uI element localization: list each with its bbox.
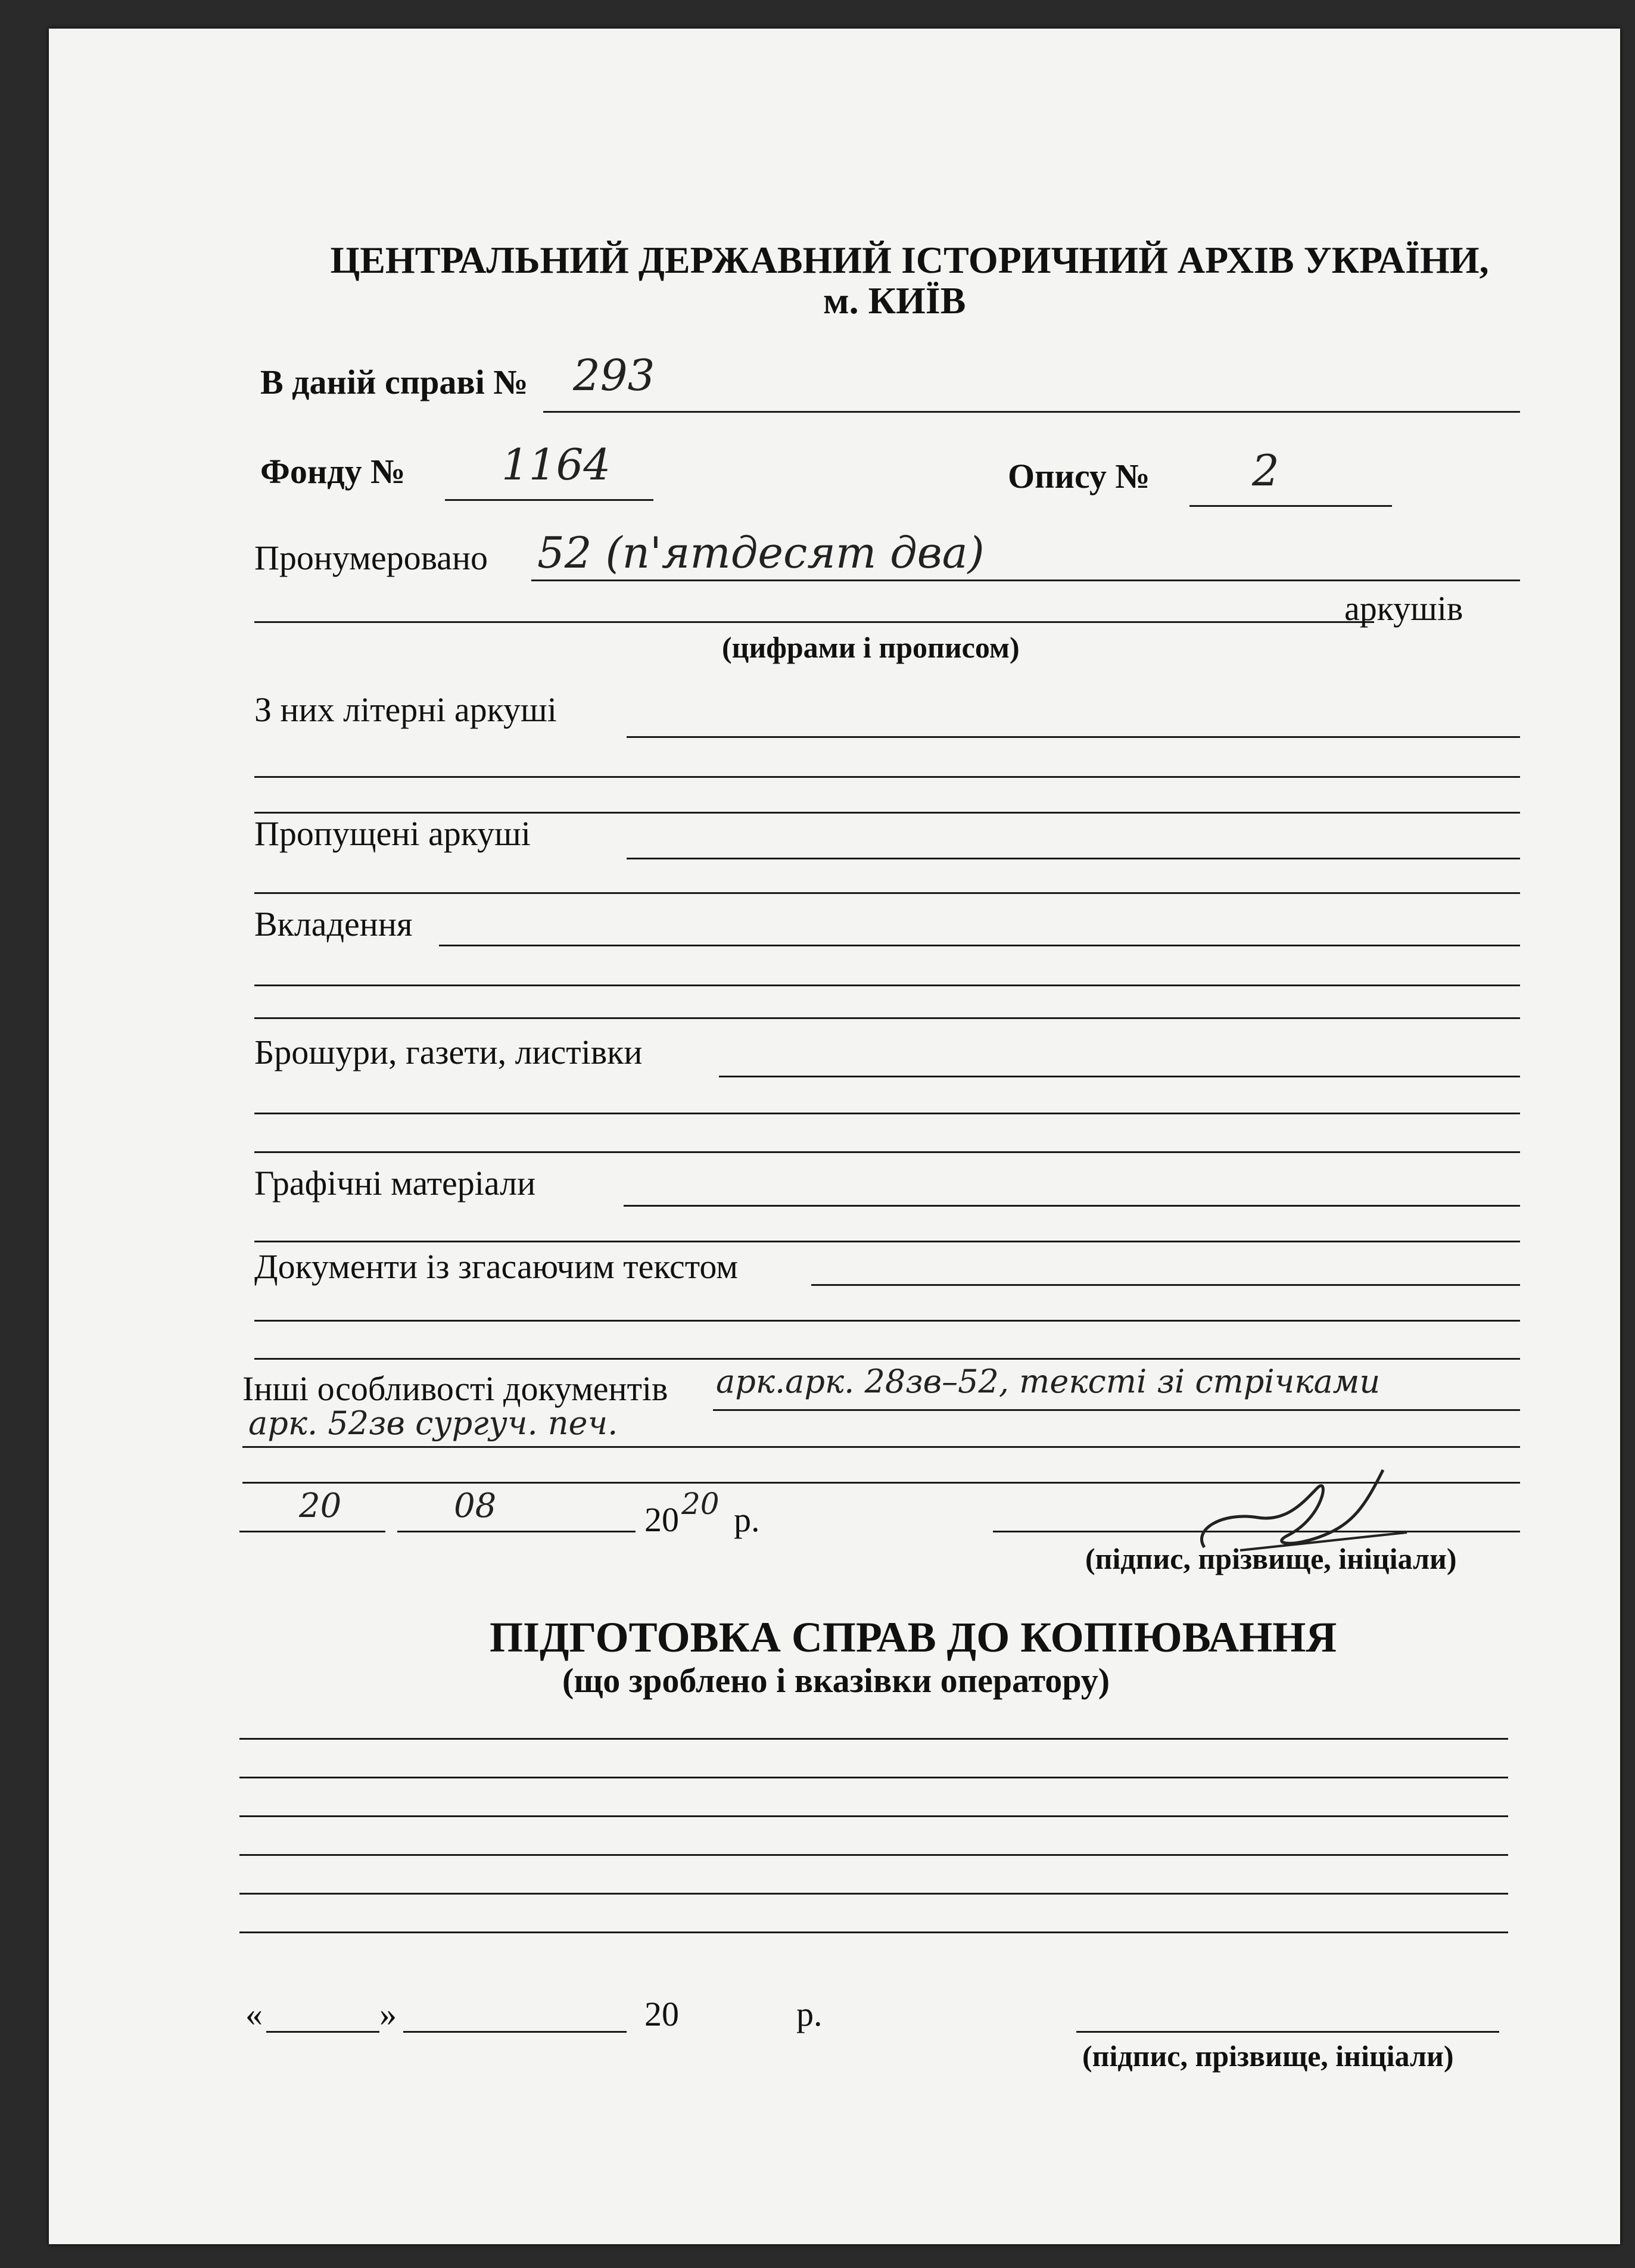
section2-subtitle: (що зроблено і вказівки оператору) [562, 1661, 1110, 1700]
section2-title: ПІДГОТОВКА СПРАВ ДО КОПІЮВАННЯ [490, 1613, 1337, 1661]
attachments-line-3 [254, 1017, 1520, 1019]
date2-sig-line[interactable] [1076, 2031, 1499, 2033]
ops-line-5 [239, 1893, 1508, 1895]
date2-day-line[interactable] [266, 2031, 379, 2033]
date1-day[interactable]: 20 [299, 1487, 342, 1525]
date1-year-suffix[interactable]: 20 [681, 1487, 720, 1521]
sheets-unit: аркушів [1344, 589, 1463, 628]
archive-title: ЦЕНТРАЛЬНИЙ ДЕРЖАВНИЙ ІСТОРИЧНИЙ АРХІВ УКРАЇНИ, [330, 239, 1489, 281]
case-number-label: В даній справі № [260, 363, 528, 401]
numbered-label: Пронумеровано [254, 538, 488, 577]
date2-sig-caption: (підпис, прізвище, ініціали) [1082, 2039, 1454, 2073]
fading-docs-label: Документи із згасаючим текстом [254, 1247, 738, 1286]
form-page [49, 29, 1620, 2244]
ops-line-4 [239, 1854, 1508, 1856]
missing-line-1 [627, 858, 1520, 859]
date1-year-prefix: 20 [644, 1500, 679, 1539]
other-features-label: Інші особливості документів [242, 1369, 668, 1408]
case-number-line [543, 411, 1520, 413]
fond-label: Фонду № [260, 452, 406, 491]
ops-line-1 [239, 1738, 1508, 1740]
date1-sig-caption: (підпис, прізвище, ініціали) [1085, 1542, 1457, 1575]
opys-value[interactable]: 2 [1252, 446, 1279, 496]
fond-line [445, 499, 653, 501]
brochures-label: Брошури, газети, листівки [254, 1033, 643, 1071]
date1-r: р. [734, 1500, 760, 1539]
opys-line [1189, 505, 1392, 507]
attachments-line-2 [254, 985, 1520, 986]
graphics-line-1 [624, 1205, 1520, 1207]
date1-month-line [397, 1531, 636, 1532]
brochures-line-2 [254, 1113, 1520, 1114]
other-line-1 [713, 1409, 1520, 1411]
fading-line-1 [811, 1284, 1520, 1286]
case-number-value[interactable]: 293 [573, 350, 655, 400]
numbered-line-1 [531, 580, 1520, 581]
attachments-label: Вкладення [254, 905, 413, 943]
ops-line-2 [239, 1777, 1508, 1778]
ops-line-3 [239, 1815, 1508, 1817]
date2-open-quote: « [245, 1995, 263, 2033]
graphics-line-2 [254, 1241, 1520, 1242]
numbered-hint: (цифрами і прописом) [722, 631, 1020, 664]
literal-sheets-label: З них літерні аркуші [254, 690, 557, 729]
opys-label: Опису № [1008, 457, 1150, 496]
brochures-line-1 [719, 1076, 1520, 1077]
missing-sheets-label: Пропущені аркуші [254, 814, 531, 853]
date1-month[interactable]: 08 [454, 1487, 497, 1525]
date2-r: р. [796, 1995, 823, 2033]
graphics-label: Графічні матеріали [254, 1164, 536, 1202]
fond-value[interactable]: 1164 [502, 440, 611, 490]
other-features-value-2[interactable]: арк. 52зв сургуч. печ. [248, 1404, 618, 1442]
missing-line-2 [254, 892, 1520, 894]
literal-line-1 [627, 736, 1520, 738]
fading-line-2 [254, 1320, 1520, 1322]
attachments-line-1 [439, 945, 1520, 946]
date2-close-quote: » [379, 1995, 397, 2033]
fading-line-3 [254, 1358, 1520, 1360]
city-title: м. КИЇВ [823, 279, 966, 322]
literal-line-2 [254, 776, 1520, 778]
numbered-line-2 [254, 621, 1374, 623]
other-features-value-1[interactable]: арк.арк. 28зв–52, тексті зі стрічками [716, 1363, 1381, 1400]
numbered-value[interactable]: 52 (п'ятдесят два) [537, 528, 985, 578]
date2-month-line[interactable] [403, 2031, 627, 2033]
ops-line-6 [239, 1931, 1508, 1933]
date2-year: 20 [644, 1995, 679, 2033]
brochures-line-3 [254, 1151, 1520, 1153]
date1-day-line [239, 1531, 385, 1532]
